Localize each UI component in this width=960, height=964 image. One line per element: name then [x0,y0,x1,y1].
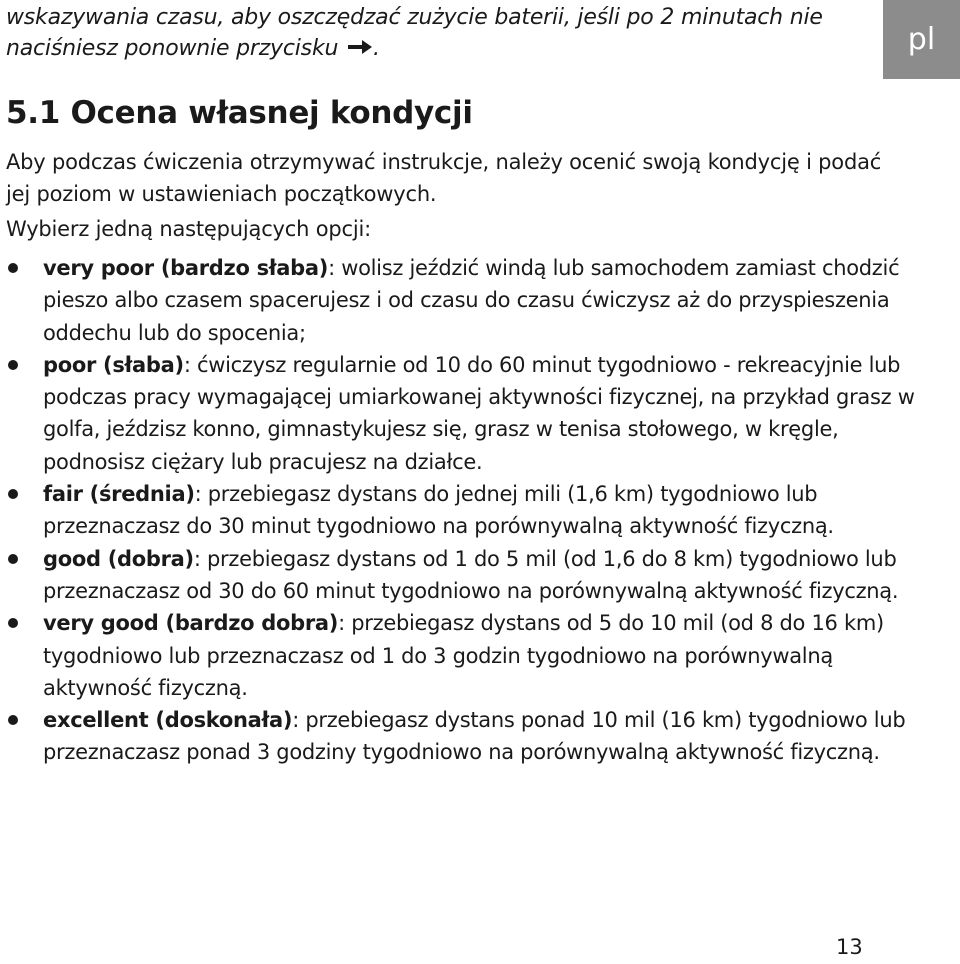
section-heading: 5.1 Ocena własnej kondycji [6,95,473,131]
page-number: 13 [836,935,863,959]
option-description: : przebiegasz dystans od 1 do 5 mil (od 1,6 do 8 km) tygodniowo lub przeznaczasz od 30 do 60 minut tygodniowo na porównywalną aktywność fizyczną. [43,546,899,603]
option-description: : przebiegasz dystans ponad 10 mil (16 km) tygodniowo lub przeznaczasz ponad 3 godziny tygodniowo na porównywalną aktywność fizyczną. [43,708,906,765]
option-description: : ćwiczysz regularnie od 10 do 60 minut tygodniowo - rekreacyjnie lub podczas pracy wymagającej umiarkowanej aktywności fizycznej, na przykład grasz w golfa, jeździsz konno, gimnastykujesz się, grasz w tenisa stołowego, w kręgle, podnosisz ciężary lub pracujesz na działce. [43,352,915,474]
option-description: : przebiegasz dystans od 5 do 10 mil (od 8 do 16 km) tygodniowo lub przeznaczasz od 1 do 3 godzin tygodniowo na porównywalną aktywność fizyczną. [43,611,884,700]
language-tab: pl [883,0,960,79]
option-term: very poor (bardzo słaba) [43,256,329,280]
option-term: excellent (doskonała) [43,708,293,733]
option-term: fair (średnia) [43,482,195,507]
bullet-icon [8,489,18,499]
option-description: : przebiegasz dystans do jednej mili (1,6 km) tygodniowo lub przeznaczasz do 30 minut tygodniowo na porównywalną aktywność fizyczną. [43,482,834,539]
intro-paragraph: Aby podczas ćwiczenia otrzymywać instrukcje, należy ocenić swoją kondycję i podać jej poziom w ustawieniach początkowych. [6,150,882,206]
bullet-icon [8,554,18,564]
bullet-icon [8,360,18,370]
continued-paragraph-end: . [373,36,380,61]
list-item-very-good [0,607,930,704]
list-item-fair [0,478,930,543]
option-term: good (dobra) [43,546,194,571]
arrow-right-icon [347,38,373,56]
option-term: poor (słaba) [43,352,184,377]
bullet-icon [8,618,18,628]
option-term: very good (bardzo dobra) [43,611,339,636]
list-item-excellent [0,704,930,769]
fitness-level-list [0,252,930,769]
continued-paragraph-text: wskazywania czasu, aby oszczędzać zużycie baterii, jeśli po 2 minutach nie naciśniesz ponownie przycisku [6,5,823,61]
bullet-icon [8,715,18,725]
list-item-poor [0,349,930,478]
list-item-good [0,543,930,608]
bullet-icon [8,263,18,273]
option-description: : wolisz jeździć windą lub samochodem zamiast chodzić pieszo albo czasem spacerujesz i od czasu do czasu ćwiczysz aż do przyspieszenia oddechu lub do spocenia; [43,256,900,345]
continued-paragraph [6,2,866,64]
choose-options-paragraph: Wybierz jedną następujących opcji: [6,217,371,241]
list-item-very-poor [0,252,930,349]
